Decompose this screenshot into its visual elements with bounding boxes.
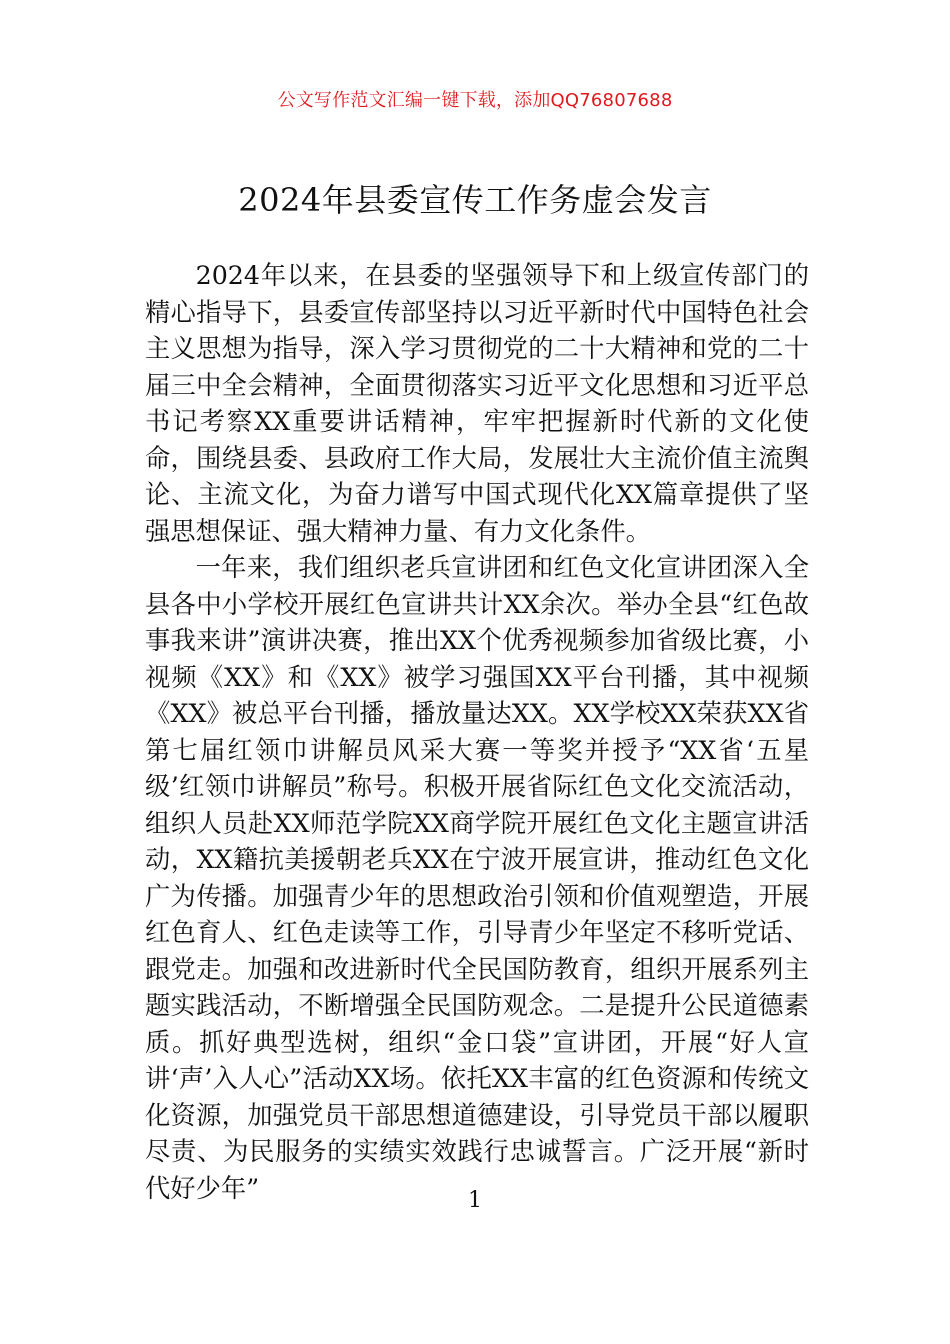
body-paragraph-intro: 2024年以来，在县委的坚强领导下和上级宣传部门的精心指导下，县委宣传部坚持以习近平新时代中国特色社会主义思想为指导，深入学习贯彻党的二十大精神和党的二十届三中全会精神，全面贯彻落实习近平文化思想和习近平总书记考察XX重要讲话精神，牢牢把握新时代新的文化使命，围绕县委、县政府工作大局，发展壮大主流价值主流舆论、主流文化，为奋力谱写中国式现代化XX篇章提供了坚强思想保证、强大精神力量、有力文化条件。 — [145, 261, 809, 546]
page-number: 1 — [468, 1188, 482, 1213]
document-title: 2024年县委宣传工作务虚会发言 — [238, 181, 712, 219]
download-promo-note: 公文写作范文汇编一键下载，添加QQ76807688 — [277, 90, 673, 111]
document-body — [145, 258, 809, 1207]
body-paragraph-achievements: 一年来，我们组织老兵宣讲团和红色文化宣讲团深入全县各中小学校开展红色宣讲共计XX余次。举办全县“红色故事我来讲”演讲决赛，推出XX个优秀视频参加省级比赛，小视频《XX》和《XX》被学习强国XX平台刊播，其中视频《XX》被总平台刊播，播放量达XX。XX学校XX荣获XX省第七届红领巾讲解员风采大赛一等奖并授予“XX省‘五星级’红领巾讲解员”称号。积极开展省际红色文化交流活动，组织人员赴XX师范学院XX商学院开展红色文化主题宣讲活动，XX籍抗美援朝老兵XX在宁波开展宣讲，推动红色文化广为传播。加强青少年的思想政治引领和价值观塑造，开展红色育人、红色走读等工作，引导青少年坚定不移听党话、跟党走。加强和改进新时代全民国防教育，组织开展系列主题实践活动，不断增强全民国防观念。二是提升公民道德素质。抓好典型选树，组织“金口袋”宣讲团，开展“好人宣讲‘声’入人心”活动XX场。依托XX丰富的红色资源和传统文化资源，加强党员干部思想道德建设，引导党员干部以履职尽责、为民服务的实绩实效践行忠诚誓言。广泛开展“新时代好少年” — [145, 553, 809, 1203]
